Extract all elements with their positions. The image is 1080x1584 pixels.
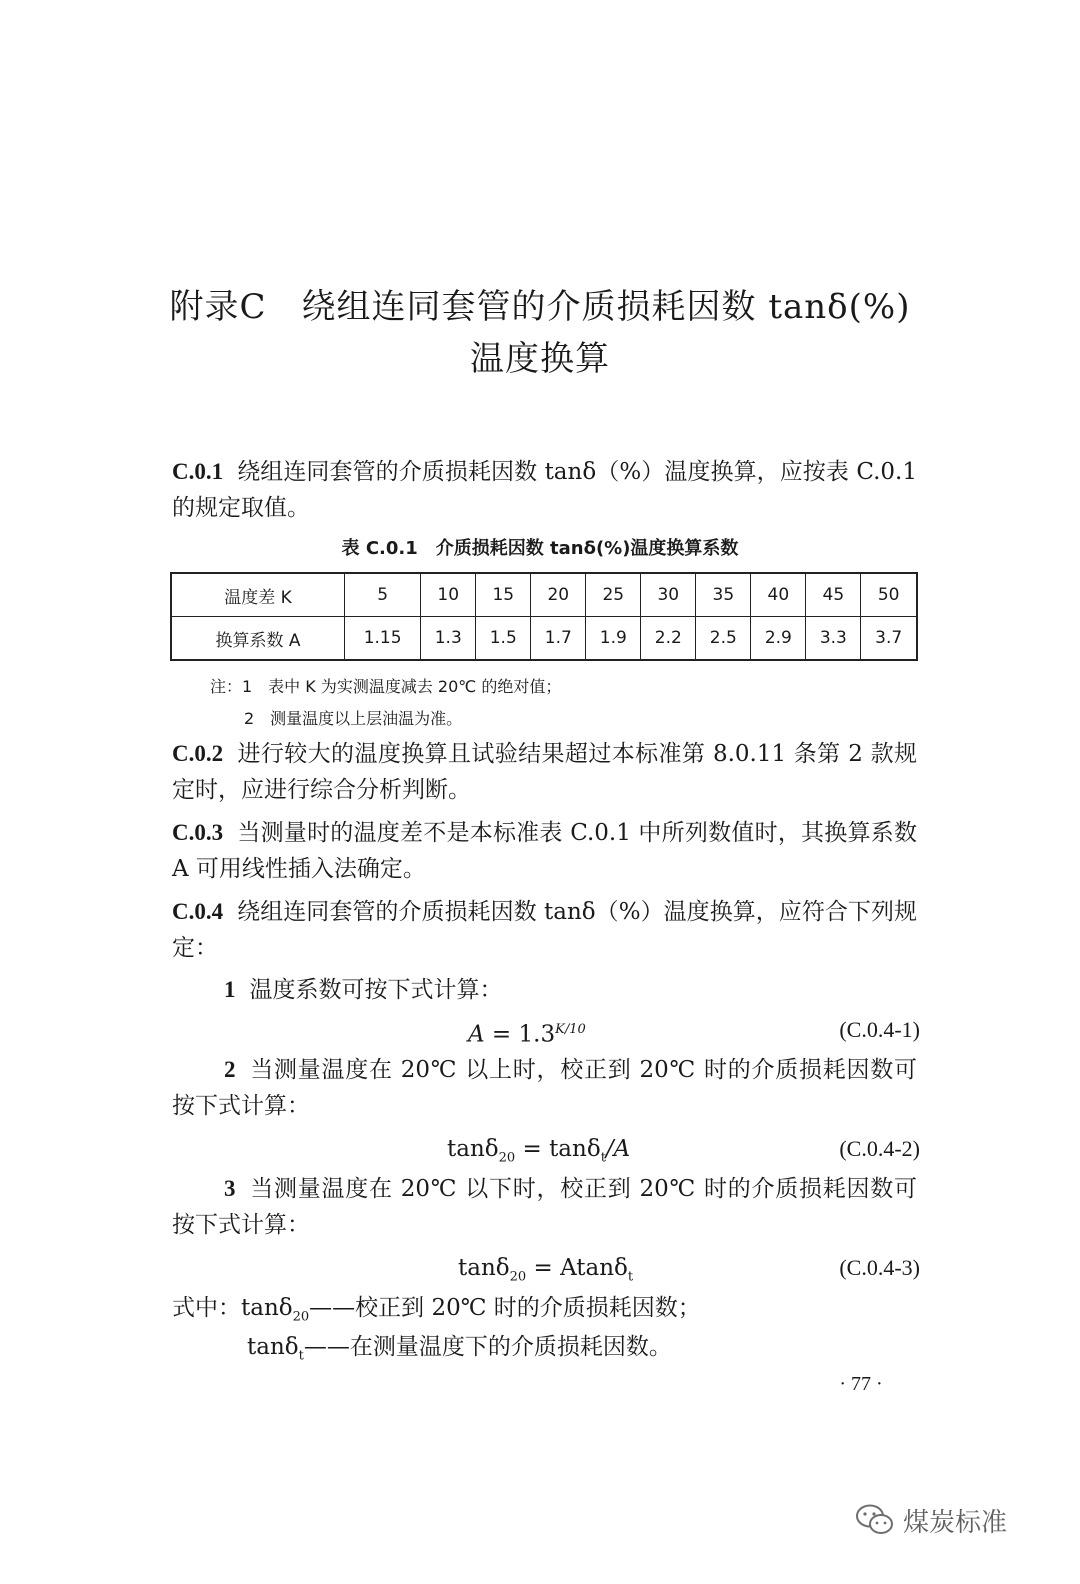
table-caption	[0, 534, 1080, 560]
k-cell: 25	[586, 573, 641, 617]
item-2	[172, 1052, 917, 1124]
watermark	[855, 1498, 1007, 1542]
a-cell: 1.7	[531, 617, 586, 661]
table-note-2: 2 测量温度以上层油温为准。	[244, 709, 463, 728]
clause-c02	[172, 736, 917, 808]
k-cell: 20	[531, 573, 586, 617]
table-caption-text: 介质损耗因数 tanδ(%)温度换算系数	[435, 538, 739, 559]
page-number: · 77 ·	[839, 1373, 883, 1395]
row-header-k: 温度差 K	[171, 573, 345, 617]
k-cell: 35	[696, 573, 751, 617]
item-3	[172, 1171, 917, 1243]
clause-number: C.0.1	[172, 459, 224, 484]
item-1	[172, 972, 917, 1008]
item-text: 当测量温度在 20℃ 以上时，校正到 20℃ 时的介质损耗因数可按下式计算：	[172, 1057, 917, 1119]
clause-c01	[172, 454, 917, 526]
clause-number: C.0.2	[172, 741, 224, 766]
definition-symbol: tanδ	[247, 1334, 299, 1360]
equation-1-number: (C.0.4-1)	[839, 1017, 920, 1042]
eq-sub: 20	[509, 1269, 527, 1285]
a-cell: 3.3	[806, 617, 861, 661]
equation-3-number: (C.0.4-3)	[839, 1255, 920, 1280]
eq-part: tanδ	[447, 1136, 499, 1162]
watermark-text: 煤炭标准	[903, 1507, 1008, 1538]
wechat-icon	[855, 1503, 895, 1537]
appendix-title-line2: 温度换算	[470, 339, 610, 379]
clause-text: 绕组连同套管的介质损耗因数 tanδ（%）温度换算，应符合下列规定：	[172, 899, 917, 961]
item-number: 1	[224, 977, 236, 1002]
eq-part: = tanδ	[515, 1136, 601, 1162]
item-number: 3	[224, 1176, 236, 1201]
item-text: 当测量温度在 20℃ 以下时，校正到 20℃ 时的介质损耗因数可按下式计算：	[172, 1176, 917, 1238]
clause-c03	[172, 815, 917, 887]
a-cell: 3.7	[861, 617, 917, 661]
k-cell: 40	[751, 573, 806, 617]
eq-part: tanδ	[458, 1255, 510, 1281]
table-row-k	[171, 573, 917, 617]
a-cell: 2.5	[696, 617, 751, 661]
clause-text: 绕组连同套管的介质损耗因数 tanδ（%）温度换算，应按表 C.0.1 的规定取值。	[172, 459, 917, 521]
k-cell: 15	[476, 573, 531, 617]
table-note-1: 注：1 表中 K 为实测温度减去 20℃ 的绝对值；	[210, 677, 562, 696]
definition-2	[247, 1329, 672, 1375]
a-cell: 1.3	[421, 617, 476, 661]
k-cell: 10	[421, 573, 476, 617]
k-cell: 30	[641, 573, 696, 617]
table-caption-number: 表 C.0.1	[341, 538, 418, 559]
item-text: 温度系数可按下式计算：	[249, 977, 503, 1003]
row-header-a: 换算系数 A	[171, 617, 345, 661]
eq-part: /A	[605, 1136, 631, 1162]
table-row-a	[171, 617, 917, 661]
eq-sub: t	[627, 1269, 634, 1285]
definition-symbol: tanδ	[241, 1295, 293, 1321]
eq-exponent: K/10	[555, 1022, 586, 1037]
eq-sub: 20	[498, 1150, 516, 1166]
a-cell: 2.2	[641, 617, 696, 661]
equation-2-number: (C.0.4-2)	[839, 1136, 920, 1161]
k-cell: 5	[345, 573, 421, 617]
a-cell: 1.5	[476, 617, 531, 661]
conversion-table	[170, 572, 918, 661]
clause-text: 进行较大的温度换算且试验结果超过本标准第 8.0.11 条第 2 款规定时，应进行综合分析判断。	[172, 741, 917, 803]
a-cell: 1.15	[345, 617, 421, 661]
k-cell: 45	[806, 573, 861, 617]
equation-3	[458, 1250, 633, 1296]
appendix-title-line1: 附录C 绕组连同套管的介质损耗因数 tanδ(%)	[169, 287, 911, 327]
clause-text: 当测量时的温度差不是本标准表 C.0.1 中所列数值时，其换算系数 A 可用线性插入法确定。	[172, 820, 917, 882]
definition-text: ——校正到 20℃ 时的介质损耗因数；	[309, 1295, 701, 1321]
eq-symbol: A	[468, 1021, 485, 1048]
eq-sub: t	[600, 1150, 606, 1166]
clause-number: C.0.3	[172, 820, 224, 845]
equation-2	[447, 1131, 630, 1177]
definition-sub: 20	[292, 1309, 310, 1325]
a-cell: 1.9	[586, 617, 641, 661]
definition-sub: t	[298, 1348, 304, 1364]
clause-number: C.0.4	[172, 899, 224, 924]
eq-body: = 1.3	[484, 1021, 556, 1048]
definition-text: ——在测量温度下的介质损耗因数。	[303, 1334, 672, 1360]
item-number: 2	[224, 1057, 236, 1082]
eq-part: = Atanδ	[526, 1255, 628, 1281]
a-cell: 2.9	[751, 617, 806, 661]
clause-c04	[172, 894, 917, 966]
definition-lead: 式中：	[172, 1295, 241, 1321]
equation-1	[468, 1012, 586, 1053]
k-cell: 50	[861, 573, 917, 617]
